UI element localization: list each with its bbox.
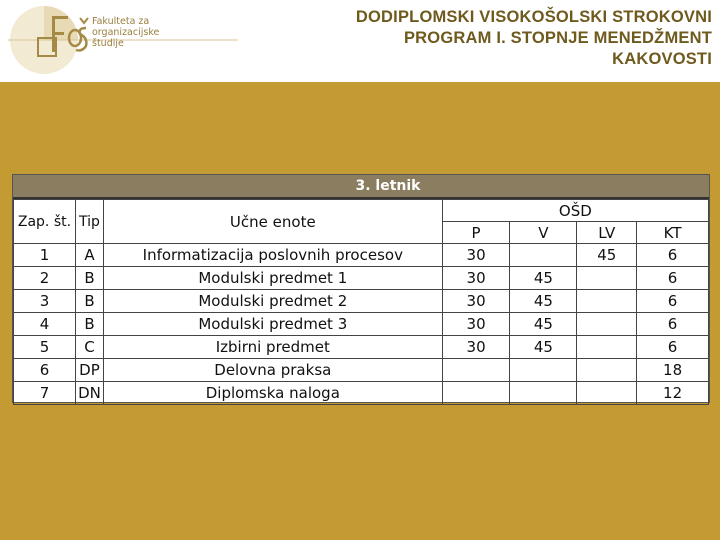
logo-text [92, 16, 159, 49]
cell-type: DN [75, 382, 103, 405]
cell-p: 30 [442, 313, 510, 336]
cell-name: Modulski predmet 2 [103, 290, 442, 313]
cell-lv [577, 267, 637, 290]
cell-type: B [75, 313, 103, 336]
cell-name: Izbirni predmet [103, 336, 442, 359]
cell-lv: 45 [577, 244, 637, 267]
col-header-osd: OŠD [442, 200, 708, 222]
cell-kt: 6 [637, 267, 709, 290]
cell-kt: 18 [637, 359, 709, 382]
cell-lv [577, 359, 637, 382]
year-band [13, 175, 709, 199]
cell-v: 45 [510, 336, 577, 359]
cell-kt: 6 [637, 290, 709, 313]
cell-p: 30 [442, 290, 510, 313]
cell-p [442, 382, 510, 405]
col-header-kt: KT [637, 222, 709, 244]
cell-p: 30 [442, 244, 510, 267]
table-row [14, 290, 709, 313]
cell-name: Diplomska naloga [103, 382, 442, 405]
cell-v: 45 [510, 313, 577, 336]
year-title: 3. letnik [355, 178, 421, 194]
table-row [14, 382, 709, 405]
cell-type: B [75, 267, 103, 290]
cell-lv [577, 336, 637, 359]
cell-no: 4 [14, 313, 76, 336]
cell-type: C [75, 336, 103, 359]
cell-no: 1 [14, 244, 76, 267]
logo-line-1: Fakulteta za [92, 16, 150, 27]
cell-kt: 6 [637, 244, 709, 267]
cell-p: 30 [442, 267, 510, 290]
title-line-1: DODIPLOMSKI VISOKOŠOLSKI STROKOVNI [355, 8, 712, 26]
header-row-top [14, 200, 709, 222]
table-row [14, 336, 709, 359]
cell-name: Modulski predmet 1 [103, 267, 442, 290]
cell-lv [577, 382, 637, 405]
cell-name: Modulski predmet 3 [103, 313, 442, 336]
table-row [14, 267, 709, 290]
cell-kt: 6 [637, 336, 709, 359]
cell-no: 2 [14, 267, 76, 290]
cell-no: 7 [14, 382, 76, 405]
table-row [14, 359, 709, 382]
cell-kt: 6 [637, 313, 709, 336]
cell-v: 45 [510, 290, 577, 313]
cell-v [510, 359, 577, 382]
cell-lv [577, 313, 637, 336]
curriculum-panel [12, 174, 710, 403]
cell-lv [577, 290, 637, 313]
cell-p [442, 359, 510, 382]
cell-type: DP [75, 359, 103, 382]
page-title [232, 7, 712, 70]
col-header-no: Zap. št. [14, 200, 76, 244]
curriculum-table [13, 199, 709, 405]
cell-no: 6 [14, 359, 76, 382]
col-header-lv: LV [577, 222, 637, 244]
cell-v: 45 [510, 267, 577, 290]
table-row [14, 244, 709, 267]
logo-line-3: študije [92, 38, 124, 49]
col-header-units: Učne enote [103, 200, 442, 244]
cell-p: 30 [442, 336, 510, 359]
cell-v [510, 382, 577, 405]
cell-no: 5 [14, 336, 76, 359]
cell-v [510, 244, 577, 267]
cell-kt: 12 [637, 382, 709, 405]
col-header-p: P [442, 222, 510, 244]
title-line-2: PROGRAM I. STOPNJE MENEDŽMENT [403, 29, 712, 47]
logo-line-2: organizacijske [92, 27, 160, 38]
title-line-3: KAKOVOSTI [612, 50, 712, 68]
header-bar [0, 0, 720, 82]
cell-no: 3 [14, 290, 76, 313]
cell-type: A [75, 244, 103, 267]
col-header-type: Tip [75, 200, 103, 244]
cell-type: B [75, 290, 103, 313]
cell-name: Delovna praksa [103, 359, 442, 382]
cell-name: Informatizacija poslovnih procesov [103, 244, 442, 267]
col-header-v: V [510, 222, 577, 244]
table-row [14, 313, 709, 336]
